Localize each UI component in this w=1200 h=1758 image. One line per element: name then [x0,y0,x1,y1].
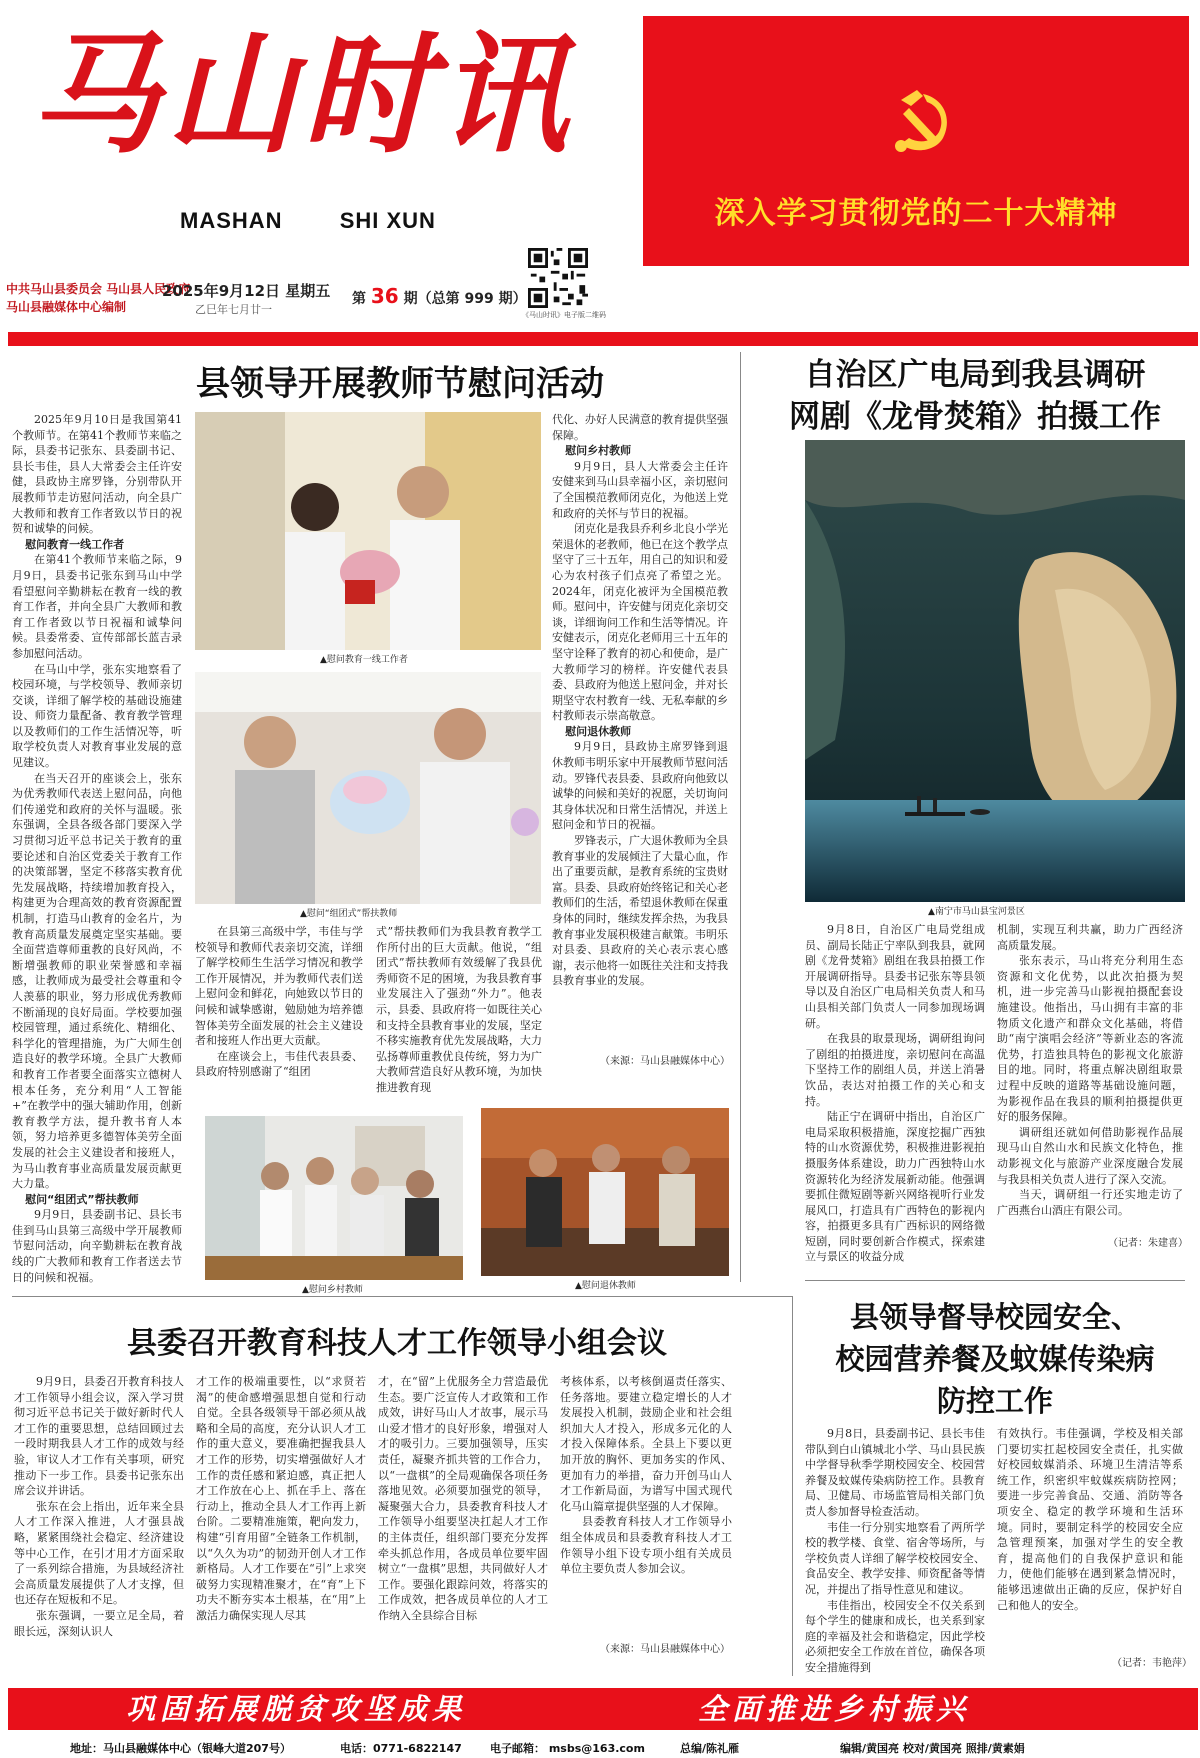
article4-column-1 [805,1426,985,1678]
article-paragraph: 在我县的取景现场，调研组询问了剧组的拍摄进度，亲切慰问在高温下坚持工作的剧组人员，并送上消暑饮品，表达对拍摄工作的关心和支持。 [805,1032,985,1108]
footer-address: 地址：马山县融媒体中心（银峰大道207号） [70,1742,291,1755]
article1-source: （来源：马山县融媒体中心） [600,1056,730,1067]
article-paragraph: 在当天召开的座谈会上，张东为优秀教师代表送上慰问品，向他们传递党和政府的关怀与温暖。张东强调，全县各级各部门要深入学习贯彻习近平总书记关于教育的重要论述和自治区党委关于教育工作的决策部署，坚定不移落实教育优先发展战略，持续增加教育投入，构建更为合理高效的教育资源配置机制，打造马山教育的金名片，为教育高质量发展奠定坚实基础。要全面营造尊师重教的良好风尚，不断增强教师的职业荣誉感和幸福感，让教师成为最受社会尊重和令人羡慕的职业，努力形成优秀教师不断涌现的良好局面。学校要加强校园管理，通过系统化、精细化、科学化的管理措施，为广大师生创造良好的教学环境。全县广大教师和教育工作者要全面落实立德树人根本任务，充分利用“人工智能+”在教学中的强大辅助作用，创新教育教学方法，提升教书育人本领，努力培养更多德智体美劳全面发展的社会主义建设者和接班人，为马山教育事业高质量发展贡献更大力量。 [12,771,182,1191]
article-paragraph: 才工作的极端重要性，以“求贤若渴”的使命感增强思想自觉和行动自觉。全县各级领导干部必须从战略和全局的高度，充分认识人才工作的重大意义，要准确把握我县人才工作的形势，切实增强做好人才工作的责任感和紧迫感，真正把人才工作放在心上、抓在手上、落在行动上，推动全县人才工作再上新台阶。二要精准施策，靶向发力，构建“引育用留”全链条工作机制，以“久久为功”的韧劲开创人才工作新格局。人才工作要在“引”上求突破努力实现精准聚才，在“育”上下功夫不断夯实本土根基，在“用”上激活力确保实现人尽其 [196,1375,366,1622]
slogan-left: 巩固拓展脱贫攻坚成果 [126,1692,467,1726]
photo-group-aid-teachers [195,672,541,904]
photo-cave-scenery [805,440,1185,902]
caption-retired-teacher: ▲慰问退休教师 [575,1281,636,1291]
article3-headline: 县委召开教育科技人才工作领导小组会议 [127,1326,667,1361]
column-divider [740,352,741,1282]
article1-column-3 [376,924,542,1110]
banner-slogan: 深入学习贯彻党的二十大精神 [714,196,1118,231]
section-subheading: 慰问“组团式”帮扶教师 [25,1192,139,1206]
photo-retired-teacher [481,1108,729,1276]
footer-email: 电子邮箱： msbs@163.com [490,1742,645,1755]
article-paragraph: 陆正宁在调研中指出，自治区广电局采取积极措施，深度挖掘广西独特的山水资源优势，积极推进影视拍摄服务体系建设，助力广西独特山水资源转化为经济发展新动能。他强调要抓住微短剧等新兴网络视听行业发展风口，打造具有广西特色的影视内容，拍摄更多具有广西标识的网络微短剧，同时要创新合作模式，探索建立与景区的收益分成 [805,1110,985,1264]
article-paragraph: 9月9日，县委召开教育科技人才工作领导小组会议，深入学习贯彻习近平总书记关于做好新时代人才工作的重要思想，总结回顾过去一段时期我县人才工作的成效与经验，审议人才工作有关事项，研究推动下一步工作。县委书记张东出席会议并讲话。 [14,1375,184,1498]
masthead-pinyin [180,208,486,234]
issue-date [162,280,330,317]
article-paragraph: 有效执行。韦佳强调，学校及相关部门要切实扛起校园安全责任，扎实做好校园蚊媒消杀、环境卫生清洁等系统工作，织密织牢蚊媒疾病防控网；要进一步完善食品、交通、消防等各项安全、稳定的教学环境和生活环境。同时，要制定科学的校园安全应急管理预案，加强对学生的安全教育，提高他们的自我保护意识和能力，使他们能够在遇到紧急情况时，能够迅速做出正确的反应，保护好自己和他人的安全。 [997,1427,1183,1612]
article2-headline-line2: 网剧《龙骨焚箱》拍摄工作 [789,399,1161,435]
qr-caption: 《马山时讯》电子版二维码 [522,311,606,319]
photo-frontline-teachers [195,412,541,650]
qr-code-icon[interactable] [528,248,588,308]
article3-column-3 [378,1374,548,1674]
article-paragraph: 张东强调，一要立足全局，着眼长远，深刻认识人 [14,1608,184,1638]
masthead-divider [8,332,1198,346]
article-paragraph: 2025年9月10日是我国第41个教师节。在第41个教师节来临之际，县委书记张东、县委副书记、县长韦佳，县人大常委会主任许安健，县政协主席罗锋，分别带队开展教师节走访慰问活动，向全县广大教师和教育工作者致以节日的祝贺和诚挚的问候。 [12,413,182,536]
article3-column-1 [14,1374,184,1674]
footer-editors: 编辑/黄国亮 校对/黄国亮 照排/黄素娟 [840,1742,1025,1755]
article2-reporter: （记者：朱建喜） [1108,1238,1188,1249]
publisher-line1: 中共马山县委员会 马山县人民政府 [6,282,191,296]
footer-chief-editor: 总编/陈礼雁 [680,1742,740,1755]
article-paragraph: 9月9日，县人大常委会主任许安健来到马山县幸福小区，亲切慰问了全国模范教师闭克化，为他送上党和政府的关怀与节日的祝福。 [552,459,728,520]
article-paragraph: 代化、办好人民满意的教育提供坚强保障。 [552,413,728,442]
article3-source: （来源：马山县融媒体中心） [600,1644,730,1655]
issue-info-row [0,268,1200,328]
article4-headline-line1: 县领导督导校园安全、 [849,1300,1140,1334]
issue-number-value: 36 [370,284,399,308]
party-banner [643,16,1189,266]
pinyin-shixun: SHI XUN [339,208,436,233]
article-paragraph: 县委教育科技人才工作领导小组全体成员和县委教育科技人才工作领导小组下设专项小组有关成员单位主要负责人参加会议。 [560,1515,732,1576]
issue-prefix: 第 [352,291,366,307]
article-paragraph: 在马山中学，张东实地察看了校园环境，与学校领导、教师亲切交谈，详细了解学校的基础设施建设、师资力量配备、教育教学管理以及教师们的工作生活情况等，听取学校负责人对教育事业发展的意见建议。 [12,662,182,770]
article4-headline [800,1296,1190,1422]
masthead [0,0,1200,330]
caption-cave-scenery: ▲南宁市马山县宝河景区 [928,907,1025,917]
article-paragraph: 9月8日，自治区广电局党组成员、副局长陆正宁率队到我县，就网剧《龙骨焚箱》剧组在我县拍摄工作开展调研指导。县委书记张东等县领导以及自治区广电局相关负责人和马山县相关部门负责人一同参加现场调研。 [805,923,985,1030]
article-paragraph: 调研组还就如何借助影视作品展现马山自然山水和民族文化特色，推动影视文化与旅游产业深度融合发展与我县相关负责人进行了深入交流。 [997,1125,1183,1186]
article-paragraph: 在县第三高级中学，韦佳与学校领导和教师代表亲切交流，详细了解学校师生生活学习情况和教学工作开展情况，并为教师代表们送上慰问金和鲜花，向她致以节日的问候和诚挚感谢，勉励她为培养德智体美劳全面发展的社会主义建设者和接班人作出更大贡献。 [195,925,363,1048]
section-subheading: 慰问乡村教师 [565,444,632,458]
date-text: 2025年9月12日 星期五 [162,282,331,300]
article-divider [805,1280,1185,1281]
issue-suffix: 期（总第 999 期） [403,291,527,307]
slogan-band [8,1688,1198,1730]
article1-column-1 [12,412,182,1300]
article-paragraph: 9月8日，县委副书记、县长韦佳带队到白山镇城北小学、马山县民族中学督导秋季学期校园安全、校园营养餐及蚊媒传染病防控工作。县教育局、卫健局、市场监管局相关部门负责人参加督导检查活动。 [805,1427,985,1518]
caption-group-aid-teachers: ▲慰问“组团式”帮扶教师 [300,909,398,919]
section-subheading: 慰问退休教师 [565,724,632,738]
newspaper-logo: 马山时讯 [30,18,575,171]
article-paragraph: 韦佳指出，校园安全不仅关系到每个学生的健康和成长，也关系到家庭的幸福及社会和谐稳定，因此学校必须把安全工作放在首位，确保各项安全措施得到 [805,1598,985,1674]
party-emblem-icon [883,86,957,160]
article-paragraph: 张东表示，马山将充分利用生态资源和文化优势，以此次拍摄为契机，进一步完善马山影视拍摄配套设施建设。他指出，马山拥有丰富的非物质文化遗产和群众文化基础，将借助“南宁演唱会经济”等新业态的客流优势，打造独具特色的影视文化旅游目的地。同时，将重点解决剧组取景过程中反映的道路等基础设施问题，为影视作品在我县的顺利拍摄提供更好的服务保障。 [997,954,1183,1124]
lunar-date: 乙巳年七月廿一 [195,303,272,316]
article2-column-1 [805,922,985,1264]
article-paragraph: 在座谈会上，韦佳代表县委、县政府特别感谢了“组团 [195,1049,363,1079]
article-paragraph: 考核体系，以考核倒逼责任落实、任务落地。要建立稳定增长的人才发展投入机制，鼓励企业和社会组织加大人才投入，形成多元化的人才投入保障体系。全县上下要以更加开放的胸怀、更加务实的作风、更加有力的举措，奋力开创马山人才工作新局面，为谱写中国式现代化马山篇章提供坚强的人才保障。 [560,1375,732,1513]
article2-headline [760,354,1190,438]
article-paragraph: 9月9日，县委副书记、县长韦佳到马山县第三高级中学开展教师节慰问活动，向辛勤耕耘在教育战线的广大教师和教育工作者送去节日的问候和祝福。 [12,1208,182,1284]
section-subheading: 慰问教育一线工作者 [25,537,125,551]
article-divider [12,1296,792,1297]
article-paragraph: 在第41个教师节来临之际，9月9日，县委书记张东到马山中学看望慰问辛勤耕耘在教育一线的教育工作者，并向全县广大教师和教育工作者致以节日祝福和诚挚问候。县委常委、宣传部部长蓝吉录参加慰问活动。 [12,553,182,660]
article1-column-4 [552,412,728,1052]
article-paragraph: 韦佳一行分别实地察看了两所学校的教学楼、食堂、宿舍等场所，与学校负责人详细了解学校校园安全、食品安全、教学安排、师资配备等情况，并提出了指导性意见和建议。 [805,1520,985,1596]
article-paragraph: 闭克化是我县乔利乡北良小学光荣退休的老教师，他已在这个教学点坚守了三十五年，用自己的知识和爱心为农村孩子们点亮了希望之光。2024年，闭克化被评为全国模范教师。慰问中，许安健与闭克化亲切交谈，详细询问工作和生活等情况。许安健表示，闭克化老师用三十五年的坚守诠释了教育的初心和使命，是广大教师学习的榜样。许安健代表县委、县政府为他送上慰问金，并对长期坚守农村教育一线、无私奉献的乡村教师表示崇高敬意。 [552,522,728,723]
caption-rural-teacher: ▲慰问乡村教师 [302,1285,363,1295]
footer-info [0,1736,1200,1758]
article-paragraph: 式”帮扶教师们为我县教育教学工作所付出的巨大贡献。他说，“组团式”帮扶教师有效缓解了我县优秀师资不足的困境，为我县教育事业发展注入了强劲“外力”。他表示，县委、县政府将一如既往关心和支持全县教育事业的发展，坚定不移实施教育优先发展战略，大力弘扬尊师重教优良传统，努力为广大教师营造良好从教环境，为加快推进教育现 [376,925,542,1094]
article-paragraph: 9月9日，县政协主席罗锋到退休教师韦明乐家中开展教师节慰问活动。罗锋代表县委、县政府向他致以诚挚的问候和美好的祝愿，关切询问其身体状况和日常生活情况，并送上慰问金和节日的祝福。 [552,740,728,832]
pinyin-mashan: MASHAN [180,208,283,233]
article4-reporter: （记者：韦艳萍） [1112,1658,1192,1669]
article4-headline-line2: 校园营养餐及蚊媒传染病 [835,1342,1155,1376]
footer-phone: 电话：0771-6822147 [340,1742,462,1755]
article-paragraph: 才，在“留”上优服务全力营造最优生态。要广泛宣传人才政策和工作成效，讲好马山人才故事，展示马山爱才惜才的良好形象，增强对人才的吸引力。三要加强领导，压实责任，凝聚齐抓共管的工作合力，以“一盘棋”的全局观确保各项任务落地见效。必须要加强党的领导，凝聚强大合力，县委教育科技人才工作领导小组要坚决扛起人才工作的主体责任，组织部门要充分发挥牵头抓总作用，各成员单位要牢固树立“一盘棋”思想，共同做好人才工作。要强化跟踪问效，将落实的工作成效，把各成员单位的人才工作纳入全县综合目标 [378,1375,548,1622]
article3-column-2 [196,1374,366,1674]
caption-frontline-teachers: ▲慰问教育一线工作者 [320,655,408,665]
photo-rural-teacher [205,1116,463,1280]
article2-headline-line1: 自治区广电局到我县调研 [804,357,1146,393]
article1-headline: 县领导开展教师节慰问活动 [196,364,604,404]
article-paragraph: 张东在会上指出，近年来全县人才工作深入推进，人才强县战略，紧紧围绕社会稳定、经济建设等中心工作，在引才用才方面采取了一系列综合措施，为县域经济社会高质量发展提供了人才支撑，但也还存在短板和不足。 [14,1499,184,1607]
article-paragraph: 罗锋表示，广大退休教师为全县教育事业的发展倾注了大量心血，作出了重要贡献，是教育系统的宝贵财富。县委、县政府始终铭记和关心老教师们的生活，希望退休教师在保重身体的同时，继续发挥余热，为我县教育事业发展积极建言献策。韦明乐对县委、县政府的关心表示衷心感谢，表示他将一如既往关注和支持我县教育事业的发展。 [552,834,728,988]
issue-number [352,284,527,308]
article4-column-2 [997,1426,1183,1646]
article3-column-4 [560,1374,732,1624]
article2-column-2 [997,922,1183,1222]
article-paragraph: 机制，实现互利共赢，助力广西经济高质量发展。 [997,923,1183,952]
column-divider [792,1296,793,1676]
slogan-right: 全面推进乡村振兴 [698,1692,971,1726]
publisher-line2: 马山县融媒体中心编制 [6,300,127,314]
article1-column-2 [195,924,363,1110]
article4-headline-line3: 防控工作 [936,1384,1053,1418]
article-paragraph: 当天，调研组一行还实地走访了广西燕台山酒庄有限公司。 [997,1188,1183,1217]
